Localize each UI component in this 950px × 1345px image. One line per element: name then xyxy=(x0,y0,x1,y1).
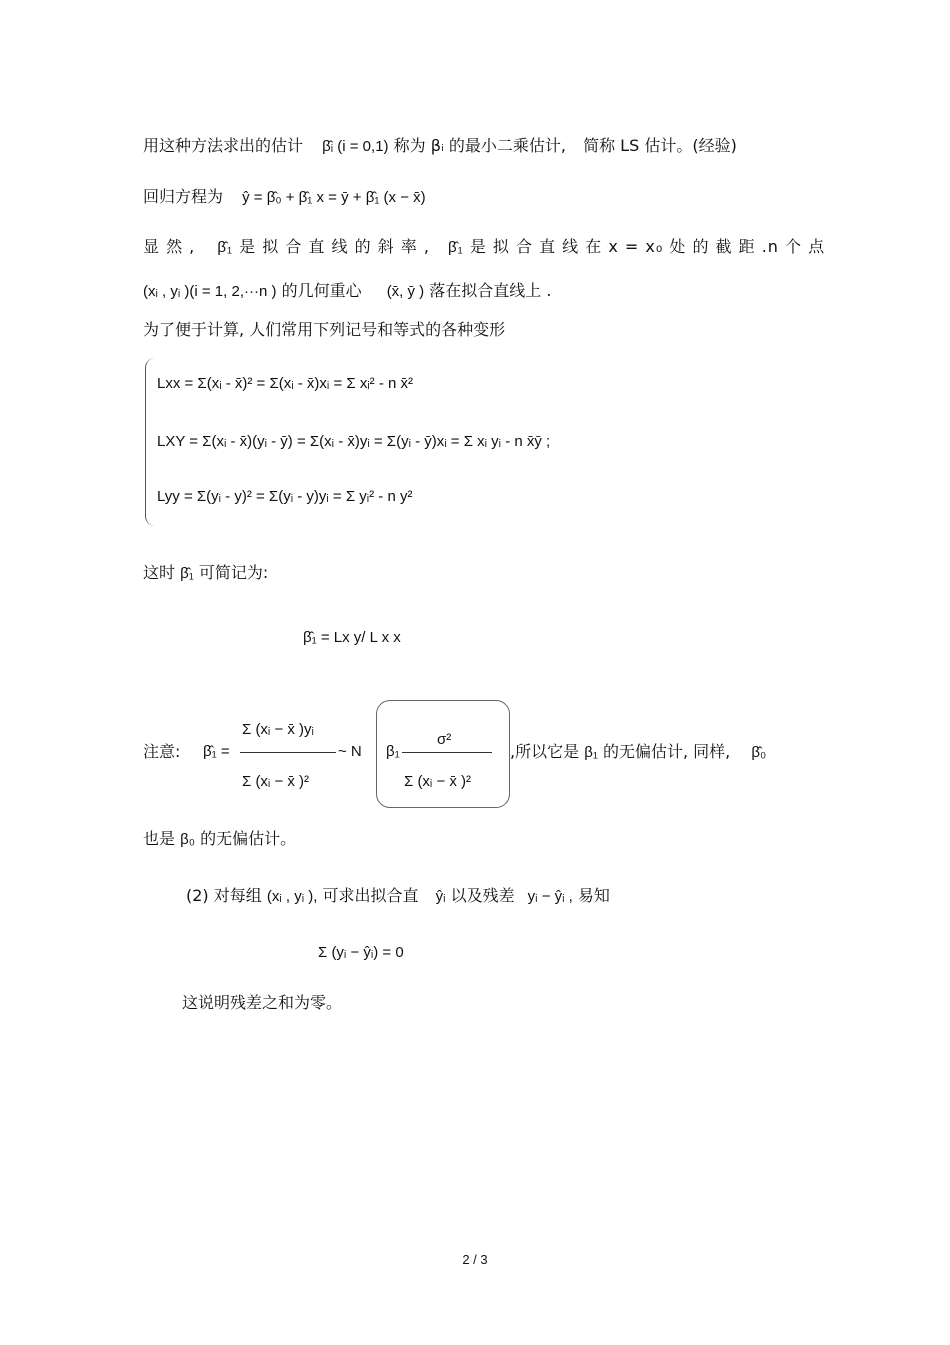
equation-beta1: β̂₁ = Lx y/ L x x xyxy=(303,629,401,646)
text-run: 这时 xyxy=(143,563,176,582)
text-line-9: 这说明残差之和为零。 xyxy=(182,993,343,1012)
text-run: 用这种方法求出的估计 xyxy=(143,136,304,155)
equation-lxy: LXY = Σ(xᵢ - x̄)(yᵢ - ȳ) = Σ(xᵢ - x̄)yᵢ = Σ(yᵢ - ȳ)xᵢ = Σ xᵢ yᵢ - n x̄ȳ ; xyxy=(157,433,551,450)
math-inline: ŷᵢ xyxy=(435,888,446,905)
text-run: 是 拟 合 直 线 的 斜 率 , xyxy=(239,237,430,256)
text-line-3 xyxy=(143,237,825,258)
text-run: 的无偏估计, 同样, xyxy=(602,742,731,761)
equation-lxx: Lxx = Σ(xᵢ - x̄)² = Σ(xᵢ - x̄)xᵢ = Σ xᵢ² - n x̄² xyxy=(157,375,414,392)
text-run: 以及残差 xyxy=(450,886,515,905)
text-line-2 xyxy=(143,187,426,208)
text-run: 也是 xyxy=(143,829,176,848)
note-tail xyxy=(510,742,766,763)
math-inline: β̂₁ xyxy=(448,239,464,256)
text-line-4 xyxy=(143,281,551,302)
text-run: 显 然 , xyxy=(143,237,196,256)
text-run: 是 拟 合 直 线 在 x = x₀ 处 的 截 距 .n 个 点 xyxy=(469,237,826,256)
math-inline: β̂₁ xyxy=(180,565,194,582)
math-inline: ŷ = β̂₀ + β̂₁ x = ȳ + β̂₁ (x − x̄) xyxy=(242,189,426,206)
text-run: 简称 LS 估计。(经验) xyxy=(583,136,737,155)
math-inline: (x̄, ȳ ) xyxy=(386,283,425,300)
fraction-bar-2 xyxy=(402,752,492,753)
note-dist: ~ N xyxy=(338,743,362,760)
math-inline: (xᵢ , yᵢ )(i = 1, 2,···n ) xyxy=(143,283,277,300)
text-run: 称为 βᵢ 的最小二乘估计, xyxy=(393,136,566,155)
text-run: 回归方程为 xyxy=(143,187,224,206)
math-inline: β̂₁ xyxy=(217,239,234,256)
math-inline: yᵢ − ŷᵢ , xyxy=(527,888,573,905)
math-inline: β̂ᵢ (i = 0,1) xyxy=(322,138,389,155)
note-numerator: Σ (xᵢ − x̄ )yᵢ xyxy=(242,721,314,738)
text-line-1 xyxy=(143,136,737,157)
fraction-bar xyxy=(240,752,336,753)
note-denominator: Σ (xᵢ − x̄ )² xyxy=(242,773,310,790)
page-number: 2 / 3 xyxy=(462,1252,488,1267)
math-inline: β₀ xyxy=(180,831,195,848)
text-run: ,所以它是 xyxy=(510,742,580,761)
math-inline: β₁ xyxy=(584,744,598,761)
note-beta: β₁ xyxy=(386,743,400,760)
text-run: 的无偏估计。 xyxy=(200,829,297,848)
note-label: 注意: xyxy=(143,742,181,761)
math-inline: (xᵢ , yᵢ ), xyxy=(266,888,318,905)
note-lhs: β̂₁ = xyxy=(203,743,230,760)
text-line-7 xyxy=(143,829,296,850)
text-run: (2) 对每组 xyxy=(186,886,262,905)
note-denominator-2: Σ (xᵢ − x̄ )² xyxy=(404,773,472,790)
equation-residual: Σ (yᵢ − ŷᵢ) = 0 xyxy=(318,944,404,961)
text-run: 的几何重心 xyxy=(281,281,362,300)
note-sigma: σ² xyxy=(437,731,452,748)
equation-lyy: Lyy = Σ(yᵢ - y)² = Σ(yᵢ - y)yᵢ = Σ yᵢ² - n y² xyxy=(157,488,413,505)
text-line-5: 为了便于计算, 人们常用下列记号和等式的各种变形 xyxy=(143,320,506,339)
text-run: 可简记为: xyxy=(198,563,269,582)
text-line-6 xyxy=(143,563,268,584)
text-line-8 xyxy=(186,886,610,907)
math-inline: β̂₀ xyxy=(751,744,767,761)
text-run: 易知 xyxy=(577,886,610,905)
text-run: 落在拟合直线上 . xyxy=(429,281,552,300)
text-run: 可求出拟合直 xyxy=(322,886,419,905)
